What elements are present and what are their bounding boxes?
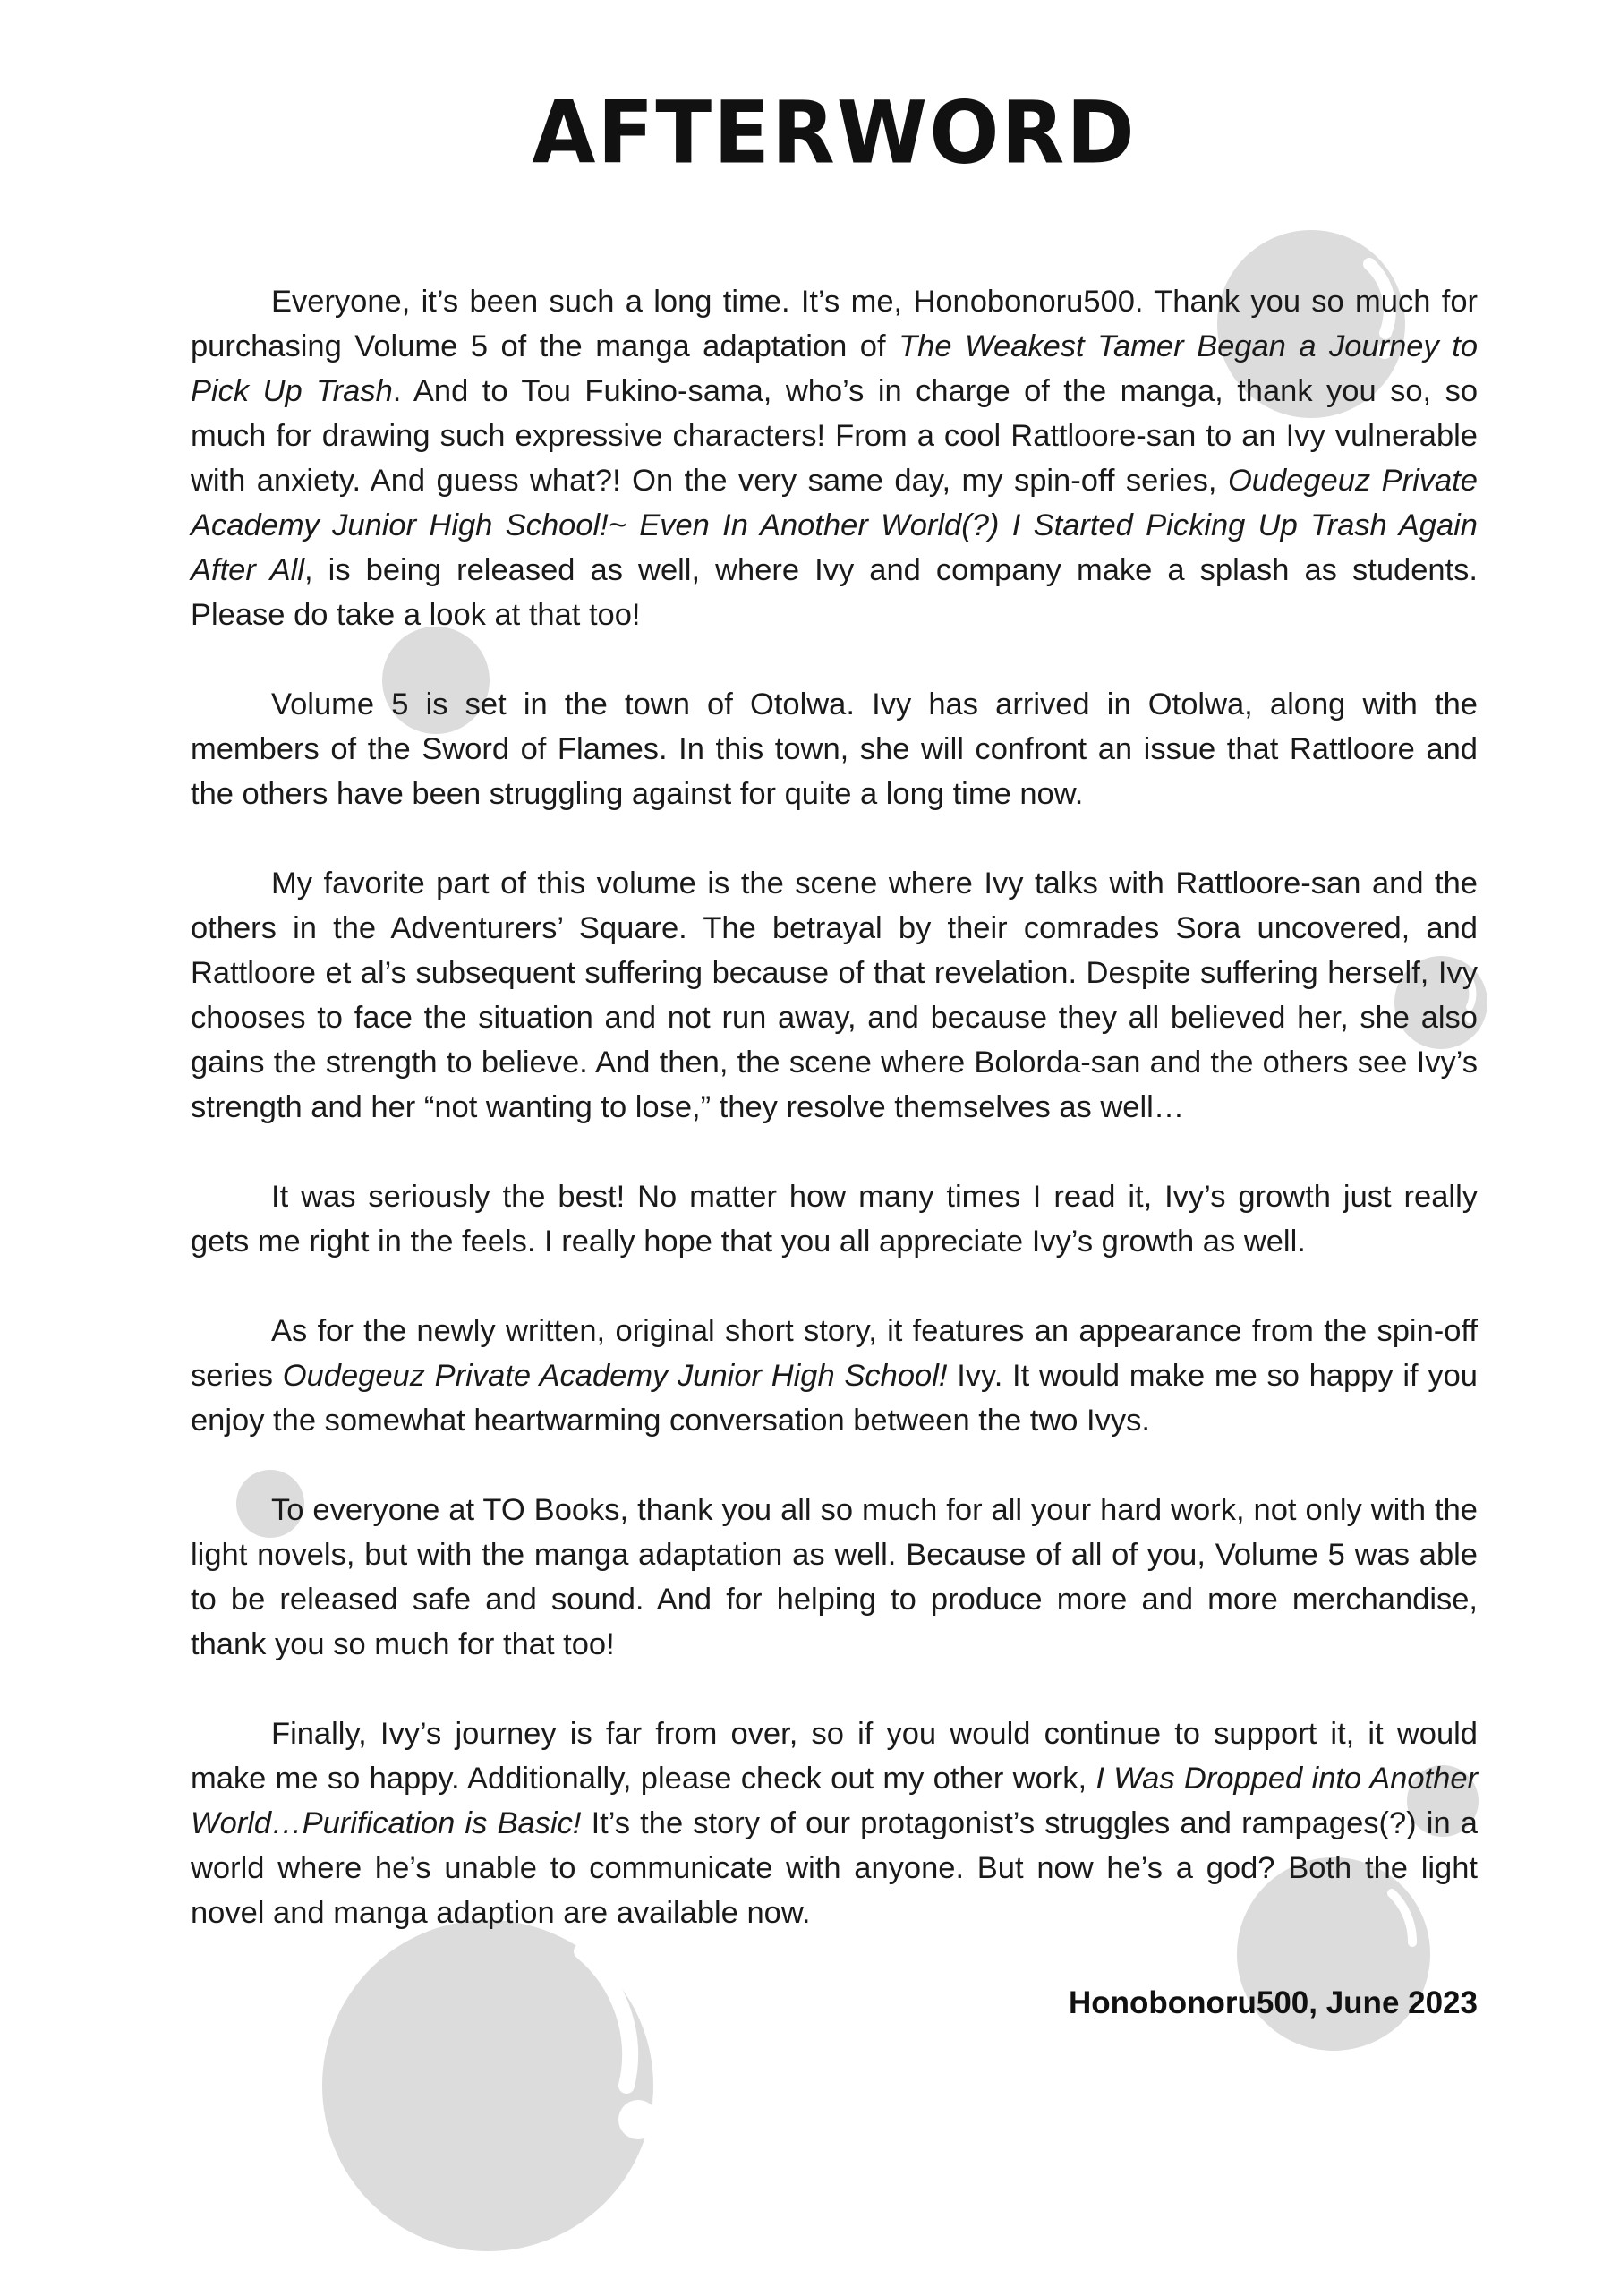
afterword-body (191, 279, 1478, 1980)
paragraph-5: As for the newly written, original short story, it features an appearance from the spin-off series Oudegeuz Private Academy Junior High School! Ivy. It would make me so happy if you enjoy the somewhat heartwarming conversation between the two Ivys. (191, 1314, 1478, 1438)
page-title: AFTERWORD (532, 82, 1137, 184)
paragraph-6: To everyone at TO Books, thank you all so much for all your hard work, not only with the light novels, but with the manga adaptation as well. Because of all of you, Volume 5 was able to be released safe and sound. And for helping to produce more and more merchandise, thank you so much for that too! (191, 1493, 1478, 1661)
paragraph-7: Finally, Ivy’s journey is far from over, so if you would continue to support it, it would make me so happy. Additionally, please check out my other work, I Was Dropped into Another World…Purification is Basic! It’s the story of our protagonist’s struggles and rampages(?) in a world where he’s unable to communicate with anyone. But now he’s a god? Both the light novel and manga adaption are available now. (191, 1717, 1478, 1930)
paragraph-1: Everyone, it’s been such a long time. It’s me, Honobonoru500. Thank you so much for purchasing Volume 5 of the manga adaptation of The Weakest Tamer Began a Journey to Pick Up Trash. And to Tou Fukino-sama, who’s in charge of the manga, thank you so, so much for drawing such expressive characters! From a cool Rattloore-san to an Ivy vulnerable with anxiety. And guess what?! On the very same day, my spin-off series, Oudegeuz Private Academy Junior High School!~ Even In Another World(?) I Started Picking Up Trash Again After All, is being released as well, where Ivy and company make a splash as students. Please do take a look at that too! (191, 285, 1479, 632)
paragraph-3: My favorite part of this volume is the scene where Ivy talks with Rattloore-san and the others in the Adventurers’ Square. The betrayal by their comrades Sora uncovered, and Rattloore et al’s subsequent suffering because of that revelation. Despite suffering herself, Ivy chooses to face the situation and not run away, and because they all believed her, she also gains the strength to believe. And then, the scene where Bolorda-san and the others see Ivy’s strength and her “not wanting to lose,” they resolve themselves as well… (191, 866, 1478, 1124)
paragraph-2: Volume 5 is set in the town of Otolwa. Ivy has arrived in Otolwa, along with the members of the Sword of Flames. In this town, she will confront an issue that Rattloore and the others have been struggling against for quite a long time now. (191, 687, 1478, 811)
paragraph-4: It was seriously the best! No matter how many times I read it, Ivy’s growth just really gets me right in the feels. I really hope that you all appreciate Ivy’s growth as well. (191, 1180, 1478, 1259)
author-signature: Honobonoru500, June 2023 (1068, 1985, 1478, 2020)
